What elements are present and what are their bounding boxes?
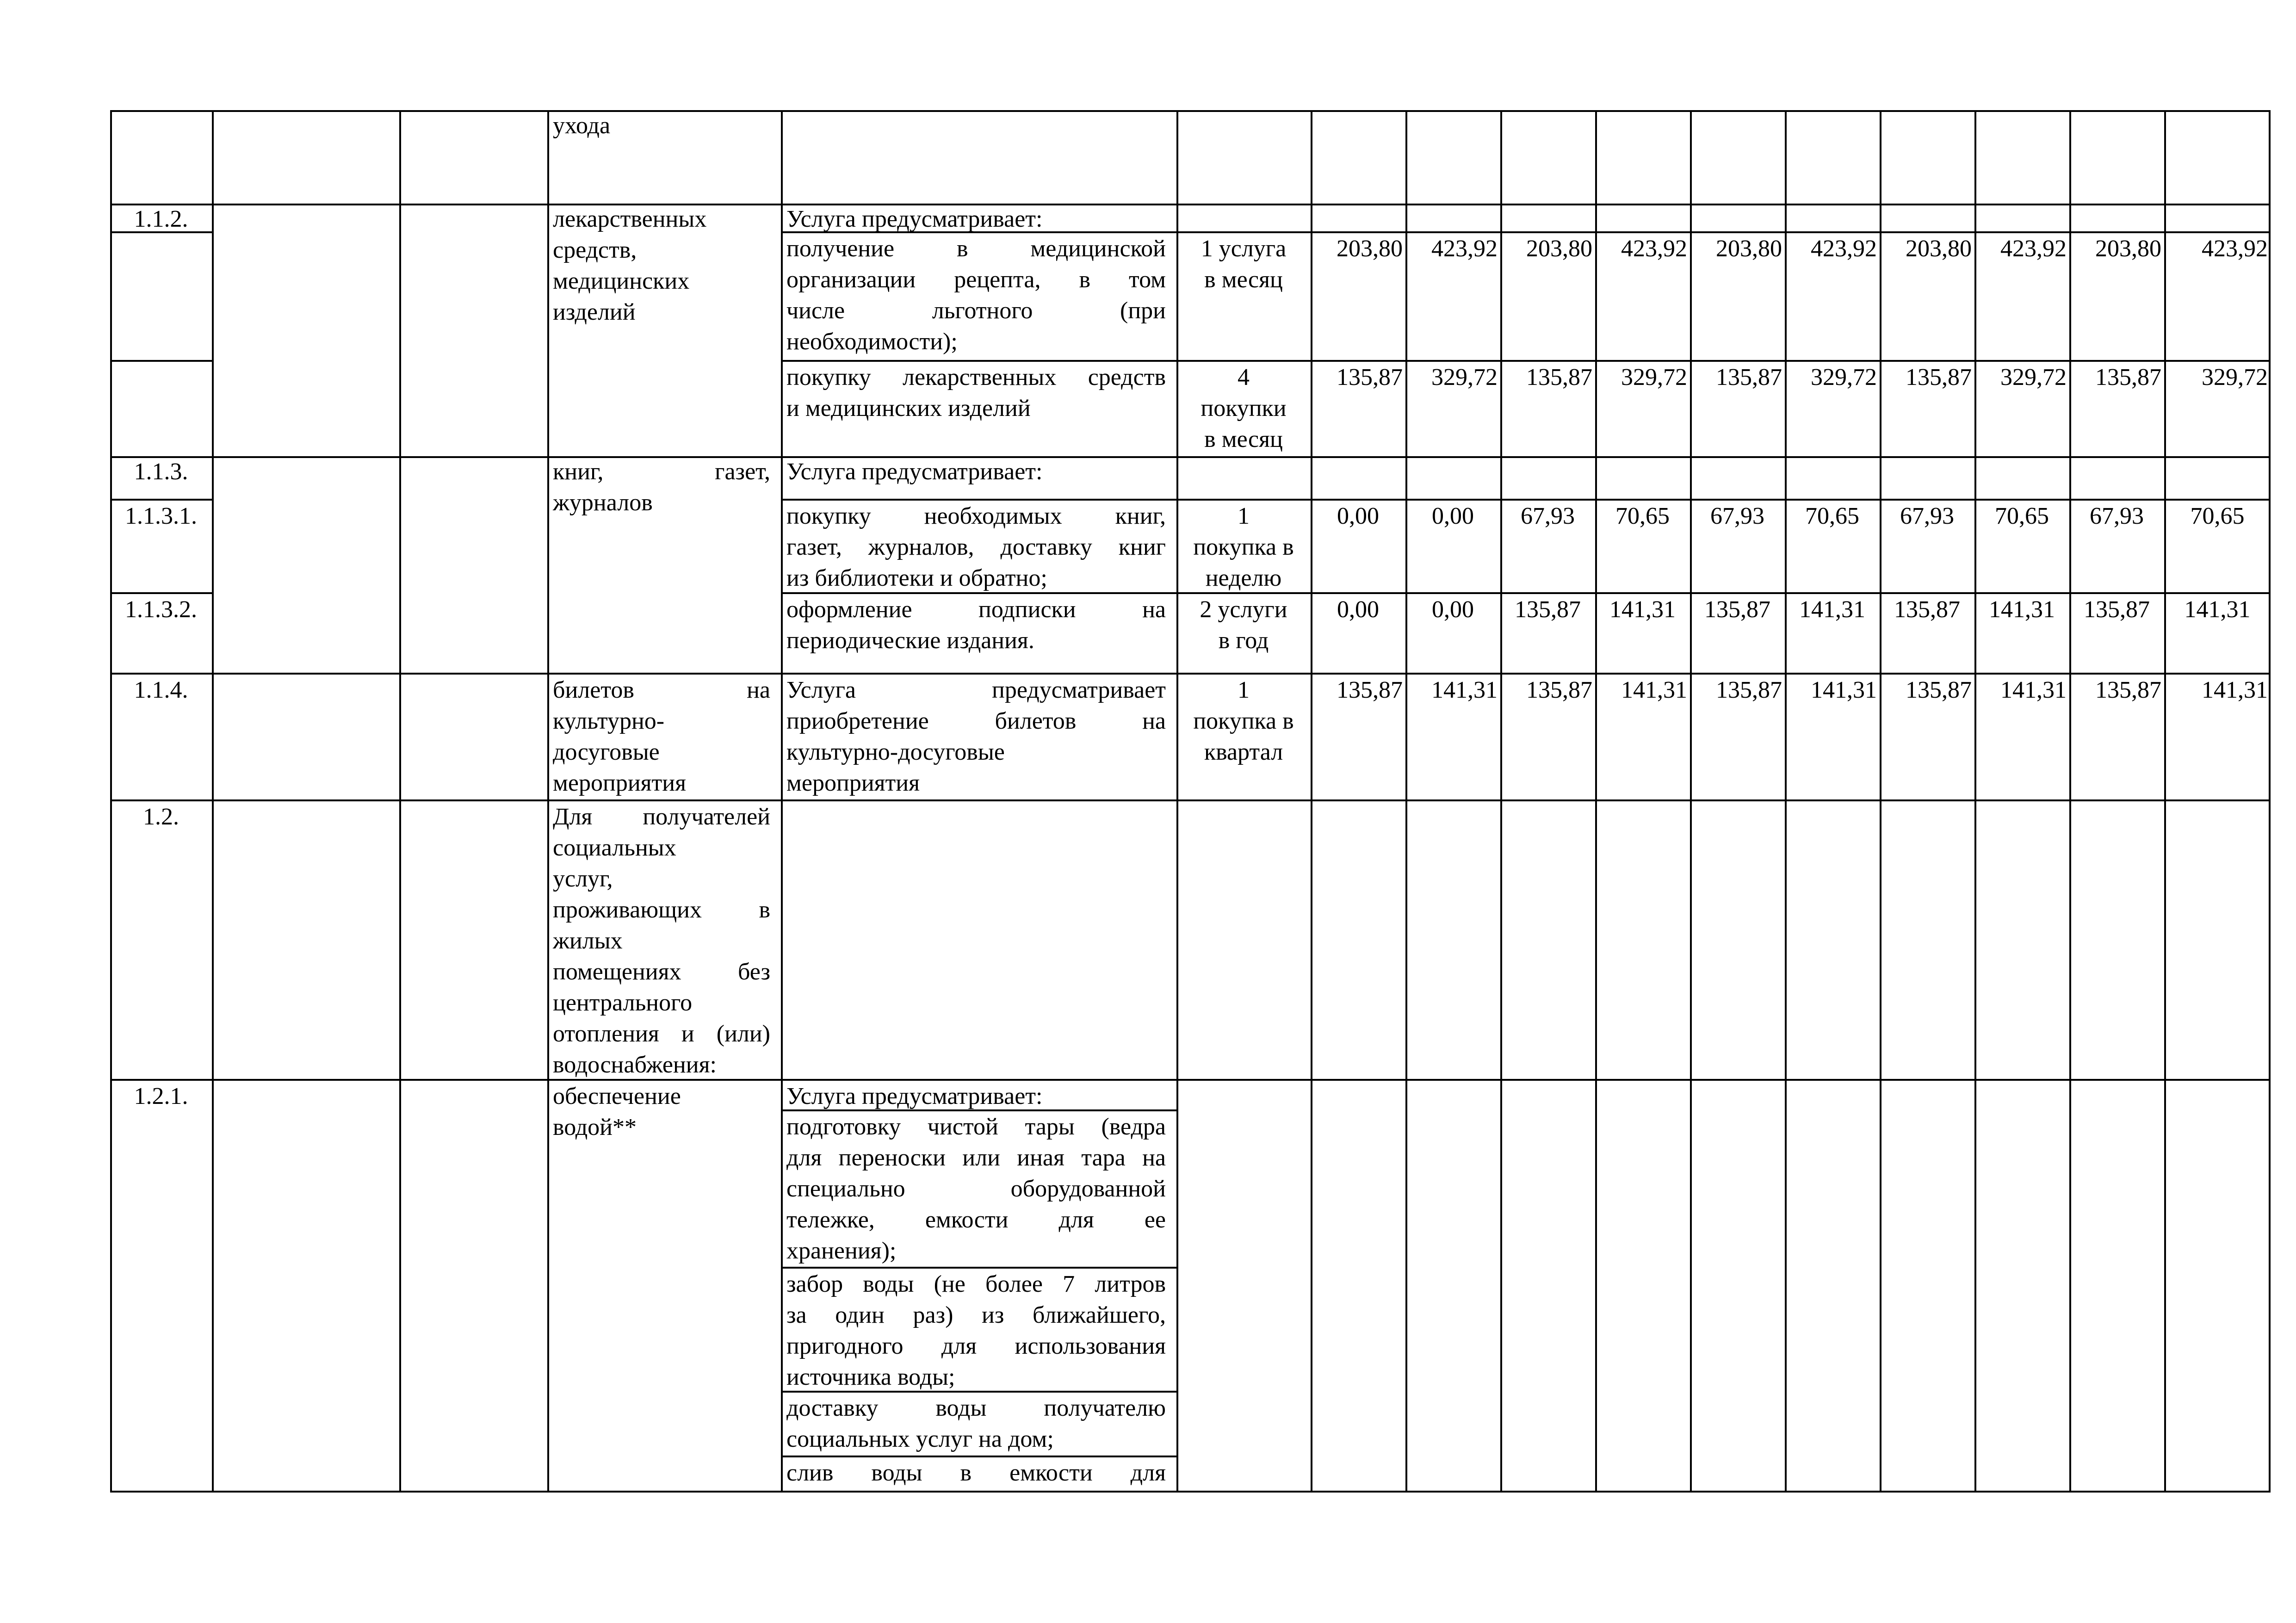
service-item: мероприятия (786, 770, 920, 796)
column-border (1405, 110, 1407, 1493)
tariff-value: 141,31 (2184, 596, 2251, 623)
tariff-value: 329,72 (1811, 364, 1877, 390)
tariff-value: 67,93 (1900, 503, 1954, 529)
tariff-value: 141,31 (1431, 677, 1498, 703)
tariff-value: 423,92 (2000, 235, 2067, 262)
service-name: медицинских (553, 268, 690, 294)
tariff-value: 0,00 (1432, 503, 1474, 529)
service-name: центрального (553, 990, 693, 1016)
frequency: 2 услуги (1200, 596, 1287, 623)
service-item: получение в медицинской (786, 235, 1166, 262)
tariff-value: 141,31 (1989, 596, 2055, 623)
column-border (547, 110, 549, 1493)
frequency: неделю (1205, 565, 1282, 591)
tariff-value: 135,87 (1337, 364, 1403, 390)
tariff-value: 423,92 (1811, 235, 1877, 262)
service-item: забор воды (не более 7 литров (786, 1271, 1166, 1297)
service-item: специально оборудованной (786, 1176, 1166, 1202)
column-border (1880, 110, 1881, 1493)
tariff-value: 141,31 (1609, 596, 1676, 623)
service-name: мероприятия (553, 770, 687, 796)
row-separator (110, 360, 212, 362)
tariff-value: 141,31 (2000, 677, 2067, 703)
row-separator (110, 456, 2271, 458)
service-item: и медицинских изделий (786, 395, 1031, 421)
tariff-value: 135,87 (1716, 677, 1782, 703)
service-name: отопления и (или) (553, 1021, 770, 1047)
tariff-value: 203,80 (1716, 235, 1782, 262)
service-item: слив воды в емкости для (786, 1460, 1166, 1486)
service-item: социальных услуг на дом; (786, 1426, 1054, 1452)
frequency: 1 услуга (1201, 235, 1287, 262)
tariff-value: 203,80 (1906, 235, 1972, 262)
frequency: в месяц (1204, 266, 1283, 293)
tariff-value: 141,31 (1621, 677, 1687, 703)
column-border (1311, 110, 1312, 1493)
tariff-value: 135,87 (2084, 596, 2150, 623)
service-description: Услуга предусматривает: (786, 206, 1043, 232)
tariff-value: 135,87 (2095, 364, 2161, 390)
column-border (1595, 110, 1597, 1493)
tariff-value: 329,72 (1621, 364, 1687, 390)
row-number: 1.1.3.2. (125, 596, 197, 623)
service-description: Услуга предусматривает: (786, 1083, 1043, 1109)
tariff-value: 67,93 (1521, 503, 1575, 529)
frequency: 1 (1238, 677, 1250, 703)
service-item: числе льготного (при (786, 297, 1166, 324)
service-name: журналов (553, 489, 653, 516)
service-name: ухода (553, 112, 611, 139)
tariff-value: 135,87 (1337, 677, 1403, 703)
service-item: периодические издания. (786, 627, 1034, 654)
service-name: проживающих в (553, 897, 770, 923)
row-number: 1.2. (143, 804, 179, 830)
tariff-value: 329,72 (2000, 364, 2067, 390)
tariff-value: 423,92 (1431, 235, 1498, 262)
service-item: пригодного для использования (786, 1333, 1166, 1359)
service-item: за один раз) из ближайшего, (786, 1302, 1166, 1328)
column-border (1500, 110, 1502, 1493)
service-item: из библиотеки и обратно; (786, 565, 1047, 591)
tariff-value: 70,65 (1995, 503, 2049, 529)
tariff-value: 135,87 (2095, 677, 2161, 703)
frequency: покупки (1201, 395, 1287, 421)
column-border (399, 110, 401, 1493)
frequency: в год (1218, 627, 1269, 654)
service-name: услуг, (553, 866, 613, 892)
tariff-value: 0,00 (1337, 596, 1379, 623)
service-name: обеспечение (553, 1083, 681, 1109)
table-top-border (110, 110, 2271, 112)
service-item: Услуга предусматривает (786, 677, 1166, 703)
service-item: покупку необходимых книг, (786, 503, 1166, 529)
frequency: покупка в (1193, 534, 1294, 560)
tariff-value: 141,31 (1811, 677, 1877, 703)
tariff-value: 141,31 (2202, 677, 2268, 703)
column-border (2069, 110, 2071, 1493)
tariff-value: 135,87 (1906, 677, 1972, 703)
frequency: в месяц (1204, 426, 1283, 452)
tariff-value: 203,80 (1337, 235, 1403, 262)
tariff-value: 67,93 (2090, 503, 2144, 529)
service-name: жилых (553, 928, 623, 954)
tariff-value: 329,72 (2202, 364, 2268, 390)
service-item: газет, журналов, доставку книг (786, 534, 1166, 560)
service-name: досуговые (553, 739, 660, 765)
service-item: приобретение билетов на (786, 708, 1166, 734)
tariff-value: 0,00 (1432, 596, 1474, 623)
tariff-value: 70,65 (1805, 503, 1859, 529)
tariff-table (110, 110, 2271, 1493)
tariff-value: 135,87 (1894, 596, 1960, 623)
service-name: лекарственных (553, 206, 707, 232)
service-description: Услуга предусматривает: (786, 458, 1043, 485)
table-bottom-border (110, 1491, 2271, 1493)
service-name: изделий (553, 299, 636, 325)
frequency: 1 (1238, 503, 1250, 529)
service-name: билетов на (553, 677, 770, 703)
column-border (1690, 110, 1692, 1493)
frequency: квартал (1204, 739, 1283, 765)
service-name: Для получателей (553, 804, 770, 830)
tariff-value: 135,87 (1526, 364, 1592, 390)
column-border (2164, 110, 2166, 1493)
service-item: покупку лекарственных средств (786, 364, 1166, 390)
service-item: подготовку чистой тары (ведра (786, 1114, 1166, 1140)
service-item: доставку воды получателю (786, 1395, 1166, 1421)
column-border (1785, 110, 1787, 1493)
service-item: культурно-досуговые (786, 739, 1005, 765)
service-item: хранения); (786, 1238, 897, 1264)
column-border (2269, 110, 2271, 1493)
tariff-value: 135,87 (1716, 364, 1782, 390)
frequency: покупка в (1193, 708, 1294, 734)
column-border (212, 110, 214, 1493)
service-item: для переноски или иная тара на (786, 1145, 1166, 1171)
tariff-value: 203,80 (2095, 235, 2161, 262)
row-separator (110, 799, 2271, 801)
row-separator (110, 1079, 2271, 1081)
tariff-value: 0,00 (1337, 503, 1379, 529)
service-item: тележке, емкости для ее (786, 1207, 1166, 1233)
row-number: 1.2.1. (134, 1083, 188, 1109)
service-name: социальных (553, 835, 676, 861)
tariff-value: 203,80 (1526, 235, 1592, 262)
tariff-value: 423,92 (2202, 235, 2268, 262)
service-name: водой** (553, 1114, 637, 1140)
tariff-value: 423,92 (1621, 235, 1687, 262)
column-border (1974, 110, 1976, 1493)
service-name: помещениях без (553, 959, 770, 985)
tariff-value: 70,65 (1615, 503, 1670, 529)
row-number: 1.1.3. (134, 458, 188, 485)
row-number: 1.1.2. (134, 206, 188, 232)
service-item: оформление подписки на (786, 596, 1166, 623)
tariff-value: 135,87 (1526, 677, 1592, 703)
tariff-value: 135,87 (1515, 596, 1581, 623)
row-number: 1.1.3.1. (125, 503, 197, 529)
tariff-value: 135,87 (1906, 364, 1972, 390)
tariff-value: 329,72 (1431, 364, 1498, 390)
service-item: источника воды; (786, 1364, 955, 1390)
row-separator (110, 204, 2271, 205)
service-item: необходимости); (786, 328, 958, 355)
tariff-value: 67,93 (1710, 503, 1764, 529)
service-name: средств, (553, 237, 637, 263)
tariff-value: 135,87 (1704, 596, 1770, 623)
service-name: книг, газет, (553, 458, 770, 485)
frequency: 4 (1238, 364, 1250, 390)
service-item: организации рецепта, в том (786, 266, 1166, 293)
tariff-value: 70,65 (2190, 503, 2245, 529)
column-border (1176, 1077, 1178, 1493)
row-number: 1.1.4. (134, 677, 188, 703)
tariff-value: 141,31 (1799, 596, 1865, 623)
service-name: культурно- (553, 708, 665, 734)
column-border (781, 110, 783, 1493)
service-name: водоснабжения: (553, 1052, 717, 1078)
